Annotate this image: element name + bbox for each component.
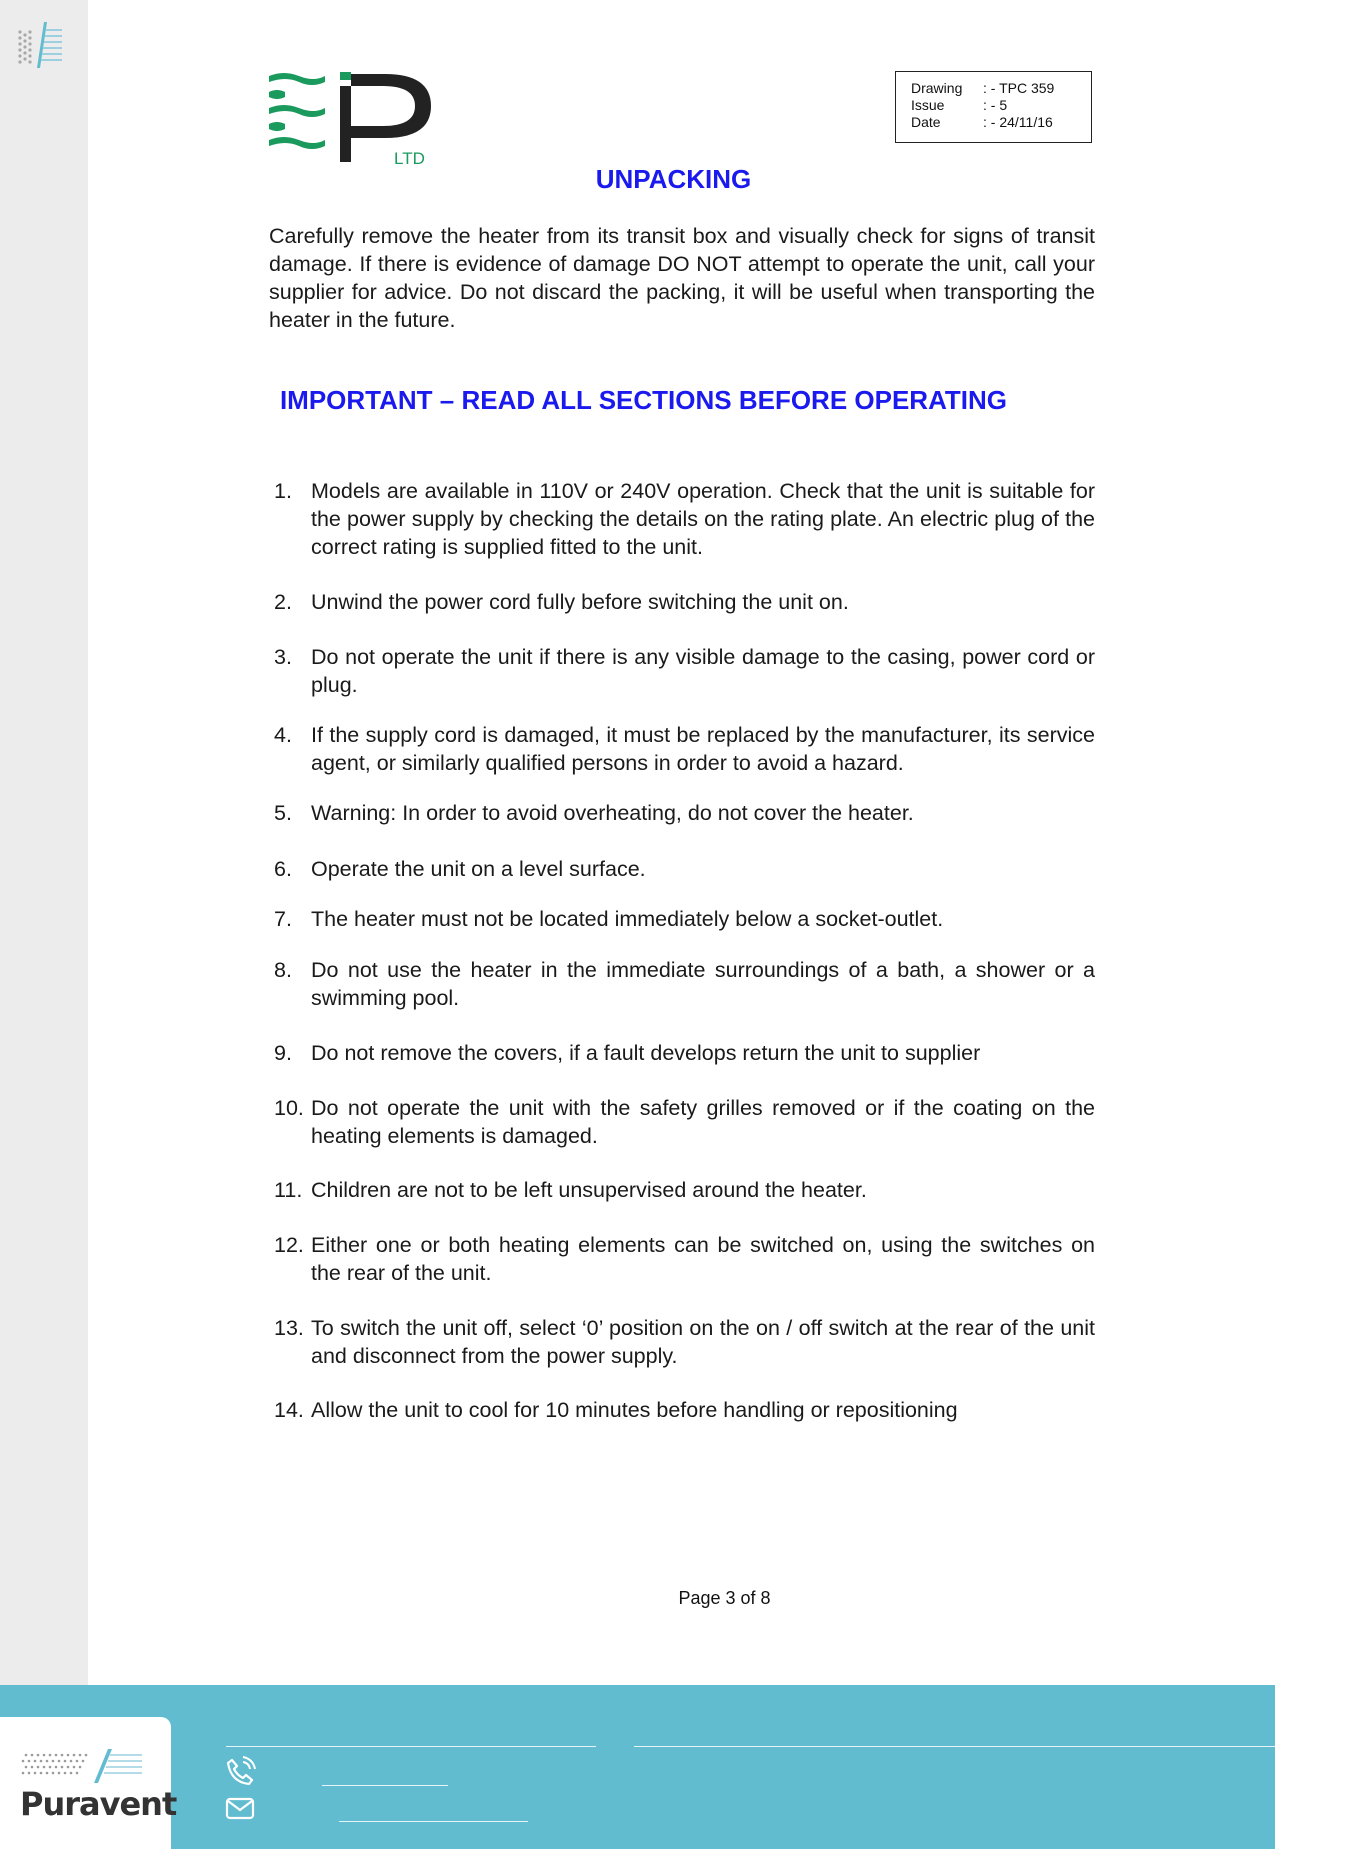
email-link[interactable] xyxy=(339,1821,528,1822)
drawing-value: : - TPC 359 xyxy=(983,80,1055,96)
rule-number: 5. xyxy=(274,801,292,825)
rule-text: Do not operate the unit if there is any visible damage to the casing, power cord or plug. xyxy=(311,645,1095,697)
issue-label: Issue xyxy=(911,97,945,113)
rule-text: To switch the unit off, select ‘0’ position on the on / off switch at the rear of the unit and disconnect from the power supply. xyxy=(311,1316,1095,1368)
rule-number: 14. xyxy=(274,1398,304,1422)
important-heading: IMPORTANT – READ ALL SECTIONS BEFORE OPERATING xyxy=(279,385,1008,415)
list-item xyxy=(274,1094,1095,1150)
rule-text: The heater must not be located immediately below a socket-outlet. xyxy=(311,907,944,931)
phone-icon[interactable] xyxy=(224,1756,256,1788)
issue-value: : - 5 xyxy=(983,97,1008,113)
unpacking-heading: UNPACKING xyxy=(595,164,752,194)
rule-text: If the supply cord is damaged, it must be replaced by the manufacturer, its service agent, or similarly qualified persons in order to avoid a hazard. xyxy=(311,723,1095,775)
logo-ltd-text: LTD xyxy=(394,149,425,168)
list-item xyxy=(274,1396,1095,1424)
list-item xyxy=(274,799,1095,827)
list-item xyxy=(274,477,1095,561)
rule-text: Warning: In order to avoid overheating, do not cover the heater. xyxy=(311,801,914,825)
rule-text: Operate the unit on a level surface. xyxy=(311,857,646,881)
unpacking-paragraph: Carefully remove the heater from its transit box and visually check for signs of transit damage. If there is evidence of damage DO NOT attempt to operate the unit, call your supplier for advice. Do not discard the packing, it will be useful when transporting the heater in the future. xyxy=(269,224,1095,332)
rule-number: 3. xyxy=(274,645,292,669)
footer-divider xyxy=(226,1746,596,1747)
rule-number: 4. xyxy=(274,723,292,747)
mail-icon[interactable] xyxy=(224,1792,256,1824)
list-item xyxy=(274,956,1095,1012)
drawing-label: Drawing xyxy=(911,80,963,96)
list-item xyxy=(274,855,1095,883)
list-item xyxy=(274,1314,1095,1370)
rule-number: 10. xyxy=(274,1096,304,1120)
date-value: : - 24/11/16 xyxy=(983,114,1053,130)
rule-number: 13. xyxy=(274,1316,304,1340)
rule-number: 11. xyxy=(274,1178,303,1202)
rule-text: Unwind the power cord fully before switching the unit on. xyxy=(311,590,849,614)
phone-link[interactable] xyxy=(322,1785,448,1786)
rule-text: Models are available in 110V or 240V operation. Check that the unit is suitable for the power supply by checking the details on the rating plate. An electric plug of the correct rating is supplied fitted to the unit. xyxy=(311,479,1095,559)
list-item xyxy=(274,905,1095,933)
rule-text: Allow the unit to cool for 10 minutes before handling or repositioning xyxy=(311,1398,958,1422)
footer-logo-card xyxy=(0,1717,177,1849)
rule-text: Children are not to be left unsupervised around the heater. xyxy=(311,1178,867,1202)
puravent-logo xyxy=(20,1747,177,1823)
date-label: Date xyxy=(911,114,941,130)
rule-number: 2. xyxy=(274,590,292,614)
footer-divider xyxy=(634,1746,1275,1747)
list-item xyxy=(274,1039,1095,1067)
brand-text: Puravent xyxy=(20,1785,177,1823)
list-item xyxy=(274,1176,1095,1204)
rule-number: 6. xyxy=(274,857,292,881)
rule-number: 8. xyxy=(274,958,292,982)
rule-number: 12. xyxy=(274,1233,304,1257)
list-item xyxy=(274,1231,1095,1287)
rule-text: Either one or both heating elements can be switched on, using the switches on the rear of the unit. xyxy=(311,1233,1095,1285)
footer-bar xyxy=(0,1685,1275,1849)
rule-text: Do not use the heater in the immediate surroundings of a bath, a shower or a swimming pool. xyxy=(311,958,1095,1010)
page-number: Page 3 of 8 xyxy=(678,1588,771,1608)
list-item xyxy=(274,721,1095,777)
rule-text: Do not remove the covers, if a fault develops return the unit to supplier xyxy=(311,1041,981,1065)
rule-number: 1. xyxy=(274,479,292,503)
list-item xyxy=(274,643,1095,699)
list-item xyxy=(274,588,1095,616)
rule-number: 9. xyxy=(274,1041,292,1065)
rule-text: Do not operate the unit with the safety grilles removed or if the coating on the heating elements is damaged. xyxy=(311,1096,1095,1148)
rule-number: 7. xyxy=(274,907,292,931)
